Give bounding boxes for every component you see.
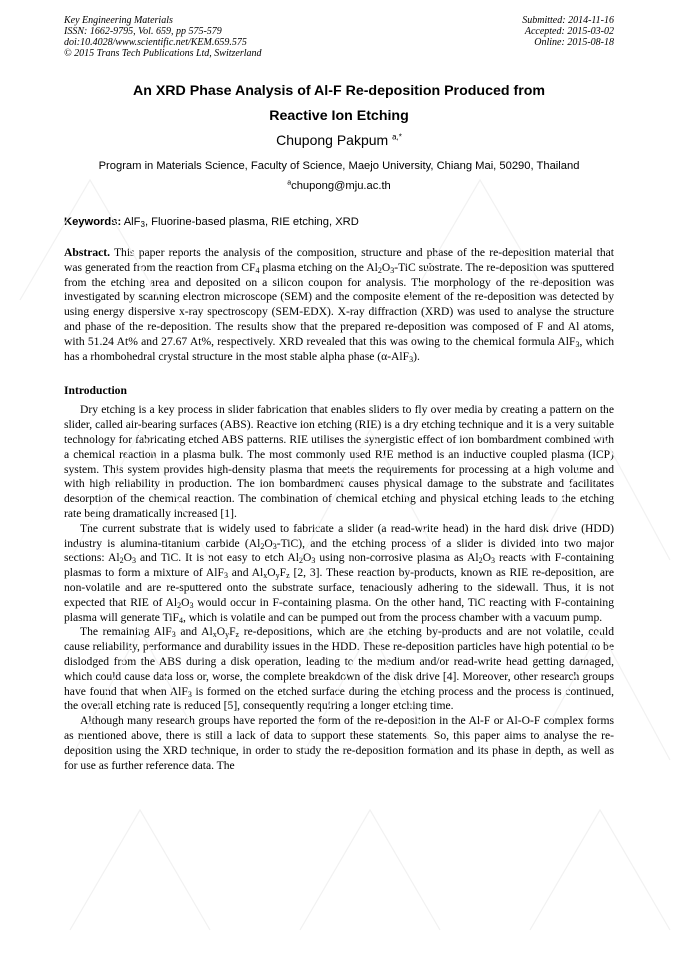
affiliation: Program in Materials Science, Faculty of Science, Maejo University, Chiang Mai, 50290, Thailand	[98, 160, 580, 172]
intro-paragraph-4: Although many research groups have reported the form of the re-deposition in the Al-F or Al-O-F complex forms as mentioned above, there is still a lack of data to support these statements. So, this paper aims to analyse the re-deposition using the XRD technique, in order to study the re-deposition formation and its phase in depth, as well as for use as further reference data. The	[64, 714, 614, 772]
abstract-t2: plasma etching on the Al	[259, 260, 378, 274]
p3-b-x: x	[212, 630, 217, 640]
p2-c-s1: 2	[298, 556, 303, 566]
p2-g: [2, 3]. These reaction by-products, known as RIE re-deposition, are non-volatile and are re-sputtered onto the substrate surface, tenaciously adhering to the sidewall. Thus, it is not expected that RIE of Al	[64, 566, 614, 609]
p2-h-s1: 4	[178, 615, 183, 625]
journal-info	[64, 15, 262, 59]
author-name: Chupong Pakpum	[276, 132, 389, 148]
p2-f2: O	[267, 566, 276, 580]
accepted-date: Accepted: 2015-03-02	[524, 26, 614, 37]
p2-c2: O	[302, 551, 312, 565]
p2-f-x: x	[263, 571, 268, 581]
email	[64, 178, 614, 194]
title-line-2: Reactive Ion Etching	[269, 108, 409, 124]
kw-aif: AlF	[123, 216, 141, 228]
p2-a-s2: 3	[272, 541, 277, 551]
p3-a: The remaining AlF	[80, 625, 172, 639]
submission-dates	[522, 15, 614, 48]
abstract-t1: This paper reports the analysis of the composition, structure and phase of the re-deposition material that was generated from the reaction from CF	[64, 246, 614, 274]
online-date: Online: 2015-08-18	[534, 37, 614, 48]
p2-g-s2: 3	[189, 600, 194, 610]
abstract-t4-sub: 3	[409, 354, 414, 364]
p2-g-s1: 2	[177, 600, 182, 610]
p2-b: -TiC), and the etching process of a slider is divided into two major sections: Al	[64, 536, 614, 565]
journal-doi: doi:10.4028/www.scientific.net/KEM.659.575	[64, 37, 247, 48]
abstract-t1-sub: 4	[255, 265, 260, 275]
p2-a-s1: 2	[260, 541, 265, 551]
introduction-heading: Introduction	[64, 384, 127, 398]
p2-h: would occur in F-containing plasma. On the other hand, TiC reacting with F-containing plasma will generate TiF	[64, 595, 614, 624]
abstract	[64, 246, 614, 364]
p2-d-s1: 2	[478, 556, 483, 566]
abstract-t3: -TiC substrate. The re-deposition was sputtered from the etching area and deposited on a silicon coupon for analysis. The morphology of the re-deposition was investigated by scanning electron microscope (SEM) and the composite element of the re-deposition was detected by using energy dispersive x-ray spectroscopy (SEM-EDX). X-ray diffraction (XRD) was used to analyse the structure and phase of the re-deposition. The results show that the prepared re-deposition was composed of F and Al atoms, with 51.24 At% and 27.67 At%, respectively. XRD revealed that this was owing to the chemical formula AlF	[64, 260, 615, 348]
p2-g2: O	[181, 595, 190, 609]
journal-copyright: © 2015 Trans Tech Publications Ltd, Switzerland	[64, 48, 262, 59]
journal-header	[64, 0, 614, 63]
p2-d-s2: 3	[490, 556, 495, 566]
intro-paragraph-3	[64, 625, 614, 714]
p3-c: re-depositions, which are the etching by-products and are not volatile, could cause reliability, performance and durability issues in the HDD. These re-deposition particles have high potential to be dislodged from the ABS during a disk operation, leading to the medium and/or read-write head getting damaged, which could cause data loss or, worse, the complete breakdown of the disk drive [4]. Moreover, other research groups have found that when AlF	[64, 625, 614, 698]
p2-i: , which is volatile and can be pumped out from the process chamber with a vacuum pump.	[182, 610, 603, 624]
abstract-t2b: O	[381, 260, 391, 274]
p2-e: reacts with F-containing plasmas to form a mixture of AlF	[64, 551, 614, 580]
intro-paragraph-2	[64, 522, 614, 626]
p2-b-s2: 3	[131, 556, 136, 566]
abstract-label: Abstract.	[64, 246, 111, 259]
p2-e-s1: 3	[223, 571, 228, 581]
p2-f3: F	[279, 566, 287, 580]
p3-b3: F	[229, 625, 236, 639]
p2-b-s1: 2	[119, 556, 124, 566]
abstract-t2-sub1: 2	[377, 265, 382, 275]
journal-name: Key Engineering Materials	[64, 15, 173, 26]
email-address: chupong@mju.ac.th	[291, 180, 391, 192]
p2-c-s2: 3	[311, 556, 316, 566]
p3-d: is formed on the etched surface during the etching process and the process is continued, the overall etching rate is reduced [5], consequently requiring a longer etching time.	[64, 684, 614, 713]
p2-a: The current substrate that is widely used to fabricate a slider (a read-write head) in the hard disk drive (HDD) industry is alumina-titanium carbide (Al	[64, 521, 614, 550]
p2-f-y: y	[275, 571, 280, 581]
author-sup: a,*	[392, 132, 402, 142]
kw-aif-sub: 3	[140, 220, 145, 229]
p2-f: and Al	[227, 566, 264, 580]
p2-c: and TiC. It is not easy to etch Al	[135, 551, 299, 565]
p2-d: using non-corrosive plasma as Al	[315, 551, 479, 565]
keywords-label: Keywords:	[64, 216, 122, 228]
p3-b-y: y	[225, 630, 230, 640]
keywords	[64, 214, 614, 230]
p3-b: and Al	[175, 625, 213, 639]
p3-b-z: z	[235, 630, 240, 640]
introduction-body	[64, 403, 614, 773]
submitted-date: Submitted: 2014-11-16	[522, 15, 614, 26]
abstract-t3-sub: 3	[575, 339, 580, 349]
p2-d2: O	[482, 551, 491, 565]
abstract-t4: , which has a rhombohedral crystal structure in the most stable alpha phase (α-AlF	[64, 334, 614, 363]
journal-issn: ISSN: 1662-9795, Vol. 659, pp 575-579	[64, 26, 222, 37]
abstract-t2-sub2: 3	[390, 265, 395, 275]
p3-c-s: 3	[187, 689, 192, 699]
p2-a2: O	[264, 536, 273, 550]
p2-b2: O	[123, 551, 132, 565]
author	[64, 130, 614, 150]
abstract-t5: ).	[413, 349, 420, 363]
intro-paragraph-1: Dry etching is a key process in slider fabrication that enables sliders to fly over media by creating a pattern on the slider, called air-bearing surfaces (ABS). Reactive ion etching (RIE) is a dry etching technique and it is a very suitable technology for fabricating etched ABS patterns. RIE utilises the synergistic effect of ion bombardment combined with a chemical reaction in a plasma bulk. The most commonly used RIE method is an inductive coupled plasma (ICP) system. This system provides high-density plasma that meets the requirements for processing at a high volume and with high reliability in production. The ion bombardment causes physical damage to the substrate and facilitates desorption of the chemical reaction. The combination of chemical etching and physical etching leads to the etching rate being dramatically increased [1].	[64, 403, 614, 520]
p2-f-z: z	[286, 571, 290, 581]
paper-title	[64, 79, 614, 129]
email-sup: a	[287, 179, 292, 187]
title-line-1: An XRD Phase Analysis of Al-F Re-deposition Produced from	[132, 83, 545, 99]
p3-b2: O	[216, 625, 226, 639]
kw-rest: , Fluorine-based plasma, RIE etching, XRD	[144, 216, 359, 228]
p3-a-s: 3	[171, 630, 176, 640]
